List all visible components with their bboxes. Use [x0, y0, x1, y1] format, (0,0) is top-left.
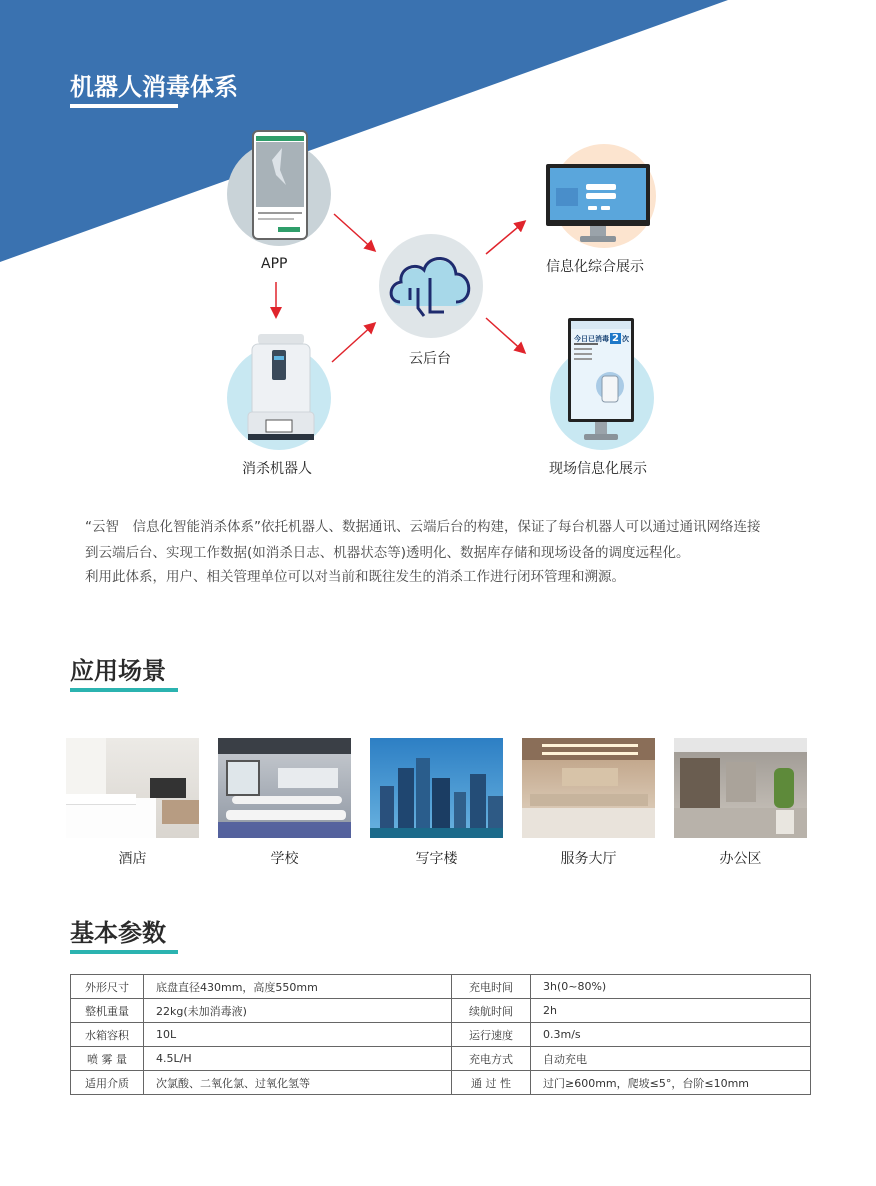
- table-row: [71, 1047, 811, 1071]
- scene-card-office-building: [370, 738, 503, 868]
- scene-caption: 酒店: [118, 851, 147, 867]
- kiosk-screen-label: 今日已消毒: [574, 335, 609, 343]
- scene-card-school: [218, 738, 351, 868]
- arrow-robot-to-cloud: [332, 324, 374, 362]
- param-key: 水箱容积: [71, 1023, 144, 1047]
- table-row: [71, 999, 811, 1023]
- param-value: 次氯酸、二氧化氯、过氧化氢等: [144, 1071, 452, 1095]
- table-row: [71, 1071, 811, 1095]
- param-value: 0.3m/s: [531, 1023, 811, 1047]
- robot-label: 消杀机器人: [242, 461, 312, 477]
- arrow-app-to-cloud: [334, 214, 374, 250]
- param-value: 过门≥600mm，爬坡≤5°，台阶≤10mm: [531, 1071, 811, 1095]
- param-key: 整机重量: [71, 999, 144, 1023]
- param-key: 外形尺寸: [71, 975, 144, 999]
- app-label: APP: [261, 256, 288, 272]
- param-value: 底盘直径430mm，高度550mm: [144, 975, 452, 999]
- kiosk-screen-count: 2: [612, 333, 619, 344]
- param-value: 22kg(未加消毒液): [144, 999, 452, 1023]
- param-value: 自动充电: [531, 1047, 811, 1071]
- description-line: 到云端后台、实现工作数据(如消杀日志、机器状态等)透明化、数据库存储和现场设备的调度远程化。: [85, 545, 690, 561]
- diagram-arrows: [0, 0, 876, 500]
- school-image: [218, 738, 351, 838]
- table-row: [71, 975, 811, 999]
- title-underline: [70, 688, 178, 692]
- kiosk-screen-unit: 次: [621, 335, 629, 343]
- scene-caption: 办公区: [719, 851, 762, 867]
- site-display-label: 现场信息化展示: [549, 461, 647, 477]
- param-key: 适用介质: [71, 1071, 144, 1095]
- table-row: [71, 1023, 811, 1047]
- param-key: 通 过 性: [452, 1071, 531, 1095]
- office-area-image: [674, 738, 807, 838]
- param-value: 2h: [531, 999, 811, 1023]
- title-underline: [70, 950, 178, 954]
- param-value: 3h(0~80%): [531, 975, 811, 999]
- scene-caption: 服务大厅: [560, 851, 617, 867]
- arrow-cloud-to-site: [486, 318, 524, 352]
- section-title-scenes: 应用场景: [70, 657, 166, 685]
- arrow-cloud-to-info: [486, 222, 524, 254]
- param-key: 充电方式: [452, 1047, 531, 1071]
- scene-card-hotel: [66, 738, 199, 868]
- param-value: 4.5L/H: [144, 1047, 452, 1071]
- scene-caption: 学校: [270, 851, 299, 867]
- param-value: 10L: [144, 1023, 452, 1047]
- params-table: [70, 974, 811, 1095]
- scene-card-office-area: [674, 738, 807, 868]
- cloud-label: 云后台: [409, 351, 451, 367]
- service-hall-image: [522, 738, 655, 838]
- scene-card-service-hall: [522, 738, 655, 868]
- section-title-system: 机器人消毒体系: [70, 73, 238, 101]
- param-key: 喷 雾 量: [71, 1047, 144, 1071]
- hotel-image: [66, 738, 199, 838]
- office-building-image: [370, 738, 503, 838]
- section-title-params: 基本参数: [70, 919, 166, 947]
- info-display-label: 信息化综合展示: [546, 259, 644, 275]
- description-line: “云智 信息化智能消杀体系”依托机器人、数据通讯、云端后台的构建，保证了每台机器人可以通过通讯网络连接: [85, 519, 761, 535]
- description-paragraph: [85, 514, 815, 588]
- param-key: 运行速度: [452, 1023, 531, 1047]
- description-line: 利用此体系，用户、相关管理单位可以对当前和既往发生的消杀工作进行闭环管理和溯源。: [85, 569, 625, 585]
- scene-caption: 写字楼: [415, 851, 458, 867]
- param-key: 充电时间: [452, 975, 531, 999]
- param-key: 续航时间: [452, 999, 531, 1023]
